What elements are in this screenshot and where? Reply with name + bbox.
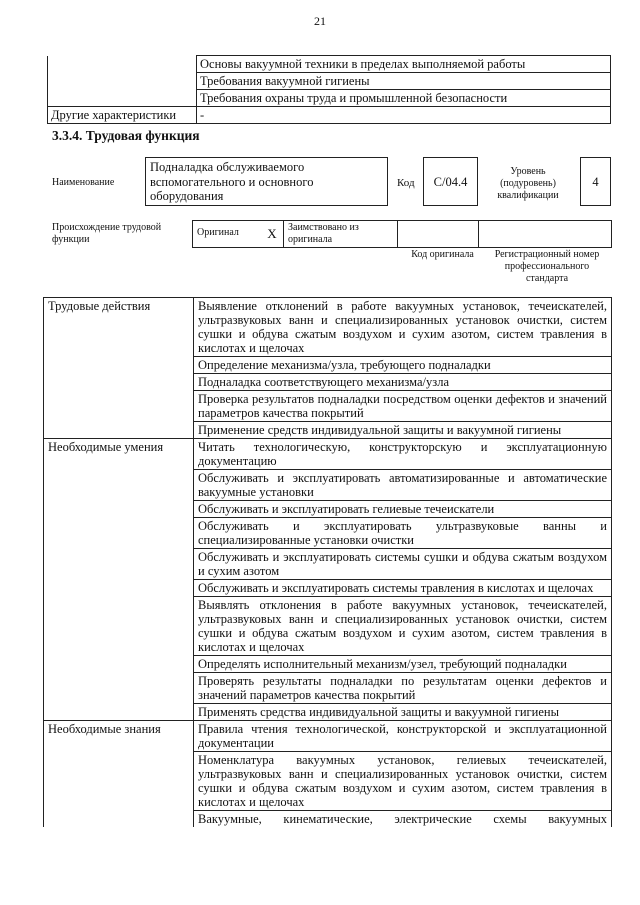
- table-cell: Обслуживать и эксплуатировать гелиевые течеискатели: [194, 501, 612, 518]
- function-code: С/04.4: [433, 175, 468, 189]
- level-box: [580, 157, 611, 206]
- code-original-caption: Код оригинала: [411, 249, 474, 260]
- table-cell: Подналадка соответствующего механизма/узла: [194, 374, 612, 391]
- table-cell: Применять средства индивидуальной защиты и вакуумной гигиены: [194, 704, 612, 721]
- table-cell: Номенклатура вакуумных установок, гелиевых течеискателей, ультразвуковых ванн и специализированных установок очистки, систем сушки и обдува сжатым воздухом и сухим азотом, систем травления в кислотах и щелочах: [194, 752, 612, 811]
- table-cell: Основы вакуумной техники в пределах выполняемой работы: [197, 56, 611, 73]
- original-mark: X: [261, 221, 284, 248]
- original-label: Оригинал: [193, 221, 262, 248]
- table-cell: Обслуживать и эксплуатировать автоматизированные и автоматические вакуумные установки: [194, 470, 612, 501]
- original-code-cell: [398, 221, 479, 248]
- name-label: Наименование: [52, 177, 115, 188]
- table-cell: Выявлять отклонения в работе вакуумных установок, течеискателей, ультразвуковых ванн и специализированных установок очистки, систем сушки и обдува сжатым воздухом и сухим азотом, систем травления в кислотах и щелочах: [194, 597, 612, 656]
- table-row: [44, 721, 612, 752]
- table-cell: Обслуживать и эксплуатировать ультразвуковые ванны и специализированные установки очистки: [194, 518, 612, 549]
- table-cell: Проверять результаты подналадки по результатам оценки дефектов и значений параметров качества покрытий: [194, 673, 612, 704]
- section-header: Необходимые знания: [44, 721, 194, 828]
- borrowed-label: Заимствовано из оригинала: [284, 221, 398, 248]
- table-cell: Обслуживать и эксплуатировать системы травления в кислотах и щелочах: [194, 580, 612, 597]
- labor-function-table: [43, 297, 612, 827]
- section-header: Трудовые действия: [44, 298, 194, 439]
- origin-table: [192, 220, 612, 248]
- table-cell: Выявление отклонений в работе вакуумных установок, течеискателей, ультразвуковых ванн и специализированных установок очистки, систем сушки и обдува сжатым воздухом и сухим азотом, систем травления в кислотах и щелочах: [194, 298, 612, 357]
- section-header: Необходимые умения: [44, 439, 194, 721]
- function-code-box: [423, 157, 478, 206]
- table-row: [44, 439, 612, 470]
- table-cell: Определять исполнительный механизм/узел, требующий подналадки: [194, 656, 612, 673]
- table-cell: Требования охраны труда и промышленной безопасности: [197, 90, 611, 107]
- other-characteristics-label: Другие характеристики: [48, 107, 197, 124]
- function-name-box: [145, 157, 388, 206]
- function-name: Подналадка обслуживаемого вспомогательного и основного оборудования: [150, 160, 314, 203]
- table-cell: Проверка результатов подналадки посредством оценки дефектов и значений параметров качества покрытий: [194, 391, 612, 422]
- level-label: Уровень (подуровень) квалификации: [497, 166, 559, 201]
- code-label: Код: [397, 177, 415, 189]
- other-characteristics-value: -: [197, 107, 611, 124]
- table-cell: Вакуумные, кинематические, электрические схемы вакуумных: [194, 811, 612, 828]
- table-cell: Правила чтения технологической, конструкторской и эксплуатационной документации: [194, 721, 612, 752]
- table-cell: Определение механизма/узла, требующего подналадки: [194, 357, 612, 374]
- table-row: [48, 56, 611, 73]
- registration-caption: Регистрационный номер профессионального стандарта: [494, 249, 600, 284]
- table-cell: Требования вакуумной гигиены: [197, 73, 611, 90]
- registration-number-cell: [479, 221, 612, 248]
- level-value: 4: [592, 175, 599, 189]
- section-title: 3.3.4. Трудовая функция: [52, 128, 200, 143]
- table-row: [193, 221, 612, 248]
- table-cell: Применение средств индивидуальной защиты и вакуумной гигиены: [194, 422, 612, 439]
- characteristics-table: [47, 55, 611, 124]
- page-number: 21: [314, 14, 326, 28]
- table-cell: Обслуживать и эксплуатировать системы сушки и обдува сжатым воздухом и сухим азотом: [194, 549, 612, 580]
- origin-label: Происхождение трудовой функции: [52, 222, 162, 245]
- table-row: [44, 298, 612, 357]
- empty-header-cell: [48, 56, 197, 107]
- table-row: [48, 107, 611, 124]
- table-cell: Читать технологическую, конструкторскую и эксплуатационную документацию: [194, 439, 612, 470]
